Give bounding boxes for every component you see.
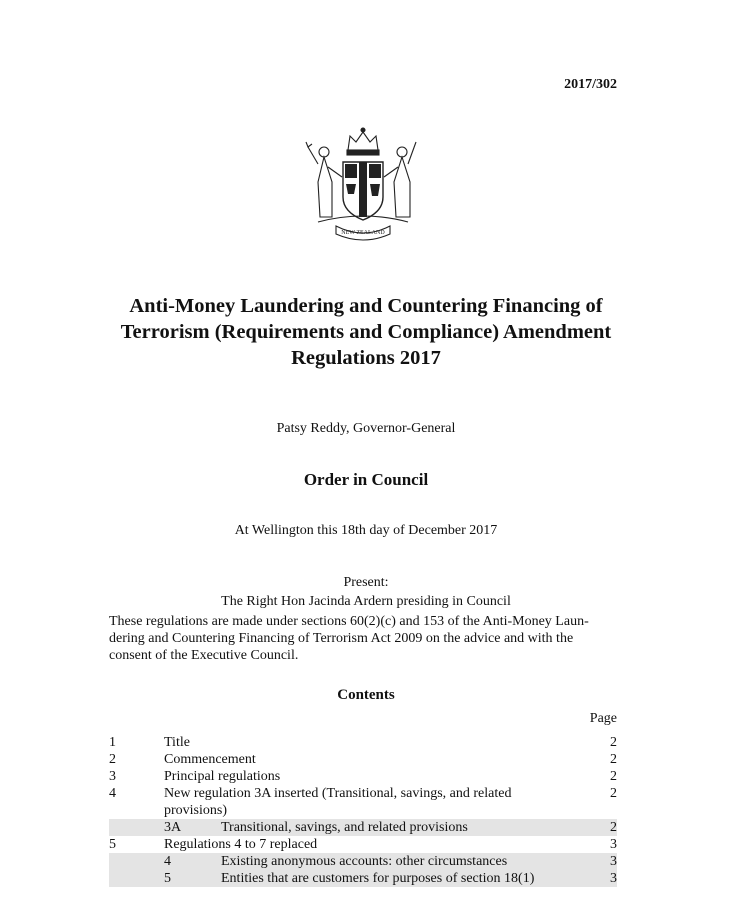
toc-number: 5 [109, 837, 116, 852]
toc-subnumber: 3A [164, 820, 182, 835]
place-date-line: At Wellington this 18th day of December 2017 [234, 523, 498, 538]
toc-sublabel: Entities that are customers for purposes of section 18(1) [221, 871, 535, 886]
toc-page: 3 [610, 837, 617, 852]
toc-label: Principal regulations [164, 769, 281, 784]
toc-subentry[interactable] [109, 819, 617, 836]
toc-page: 2 [610, 820, 617, 835]
toc-label-continued: provisions) [164, 803, 227, 818]
toc-entry[interactable] [109, 751, 617, 768]
toc-number: 2 [109, 752, 116, 767]
toc-subnumber: 4 [164, 854, 171, 869]
toc-page: 2 [610, 735, 617, 750]
order-in-council-heading: Order in Council [303, 470, 429, 489]
governor-general-line: Patsy Reddy, Governor-General [276, 421, 456, 436]
enacting-line: dering and Countering Financing of Terrorism Act 2009 on the advice and with the [109, 631, 574, 646]
toc-page: 2 [610, 769, 617, 784]
toc-label: Regulations 4 to 7 replaced [164, 837, 318, 852]
toc-number: 1 [109, 735, 116, 750]
svg-text:NEW ZEALAND: NEW ZEALAND [341, 230, 385, 236]
toc-label: Commencement [164, 752, 256, 767]
toc-sublabel: Transitional, savings, and related provisions [221, 820, 468, 835]
toc-page: 2 [610, 786, 617, 801]
toc-label: New regulation 3A inserted (Transitional, savings, and related [164, 786, 512, 801]
document-number: 2017/302 [564, 77, 617, 92]
toc-page: 3 [610, 854, 617, 869]
toc-subentry[interactable] [109, 870, 617, 887]
contents-heading: Contents [337, 687, 395, 703]
page-column-heading: Page [589, 711, 617, 726]
toc-entry[interactable] [109, 785, 617, 819]
toc-entry[interactable] [109, 734, 617, 751]
toc-subentry[interactable] [109, 853, 617, 870]
toc-label: Title [164, 735, 190, 750]
new-zealand-coat-of-arms-icon [298, 122, 428, 247]
regulation-title [100, 293, 632, 371]
toc-page: 3 [610, 871, 617, 886]
title-line: Terrorism (Requirements and Compliance) Amendment [120, 321, 612, 343]
enacting-statement [109, 613, 617, 664]
enacting-line: These regulations are made under sections 60(2)(c) and 153 of the Anti-Money Laun- [109, 614, 589, 629]
presiding-line: The Right Hon Jacinda Ardern presiding in Council [221, 594, 511, 609]
toc-subnumber: 5 [164, 871, 171, 886]
title-line: Regulations 2017 [291, 347, 441, 369]
enacting-line: consent of the Executive Council. [109, 648, 299, 663]
toc-entry[interactable] [109, 768, 617, 785]
toc-number: 3 [109, 769, 116, 784]
present-block [0, 573, 732, 611]
toc-entry[interactable] [109, 836, 617, 853]
toc-sublabel: Existing anonymous accounts: other circumstances [221, 854, 508, 869]
toc-page: 2 [610, 752, 617, 767]
toc-number: 4 [109, 786, 116, 801]
table-of-contents [109, 734, 617, 887]
present-label: Present: [343, 575, 389, 590]
title-line: Anti-Money Laundering and Countering Financing of [129, 295, 603, 317]
